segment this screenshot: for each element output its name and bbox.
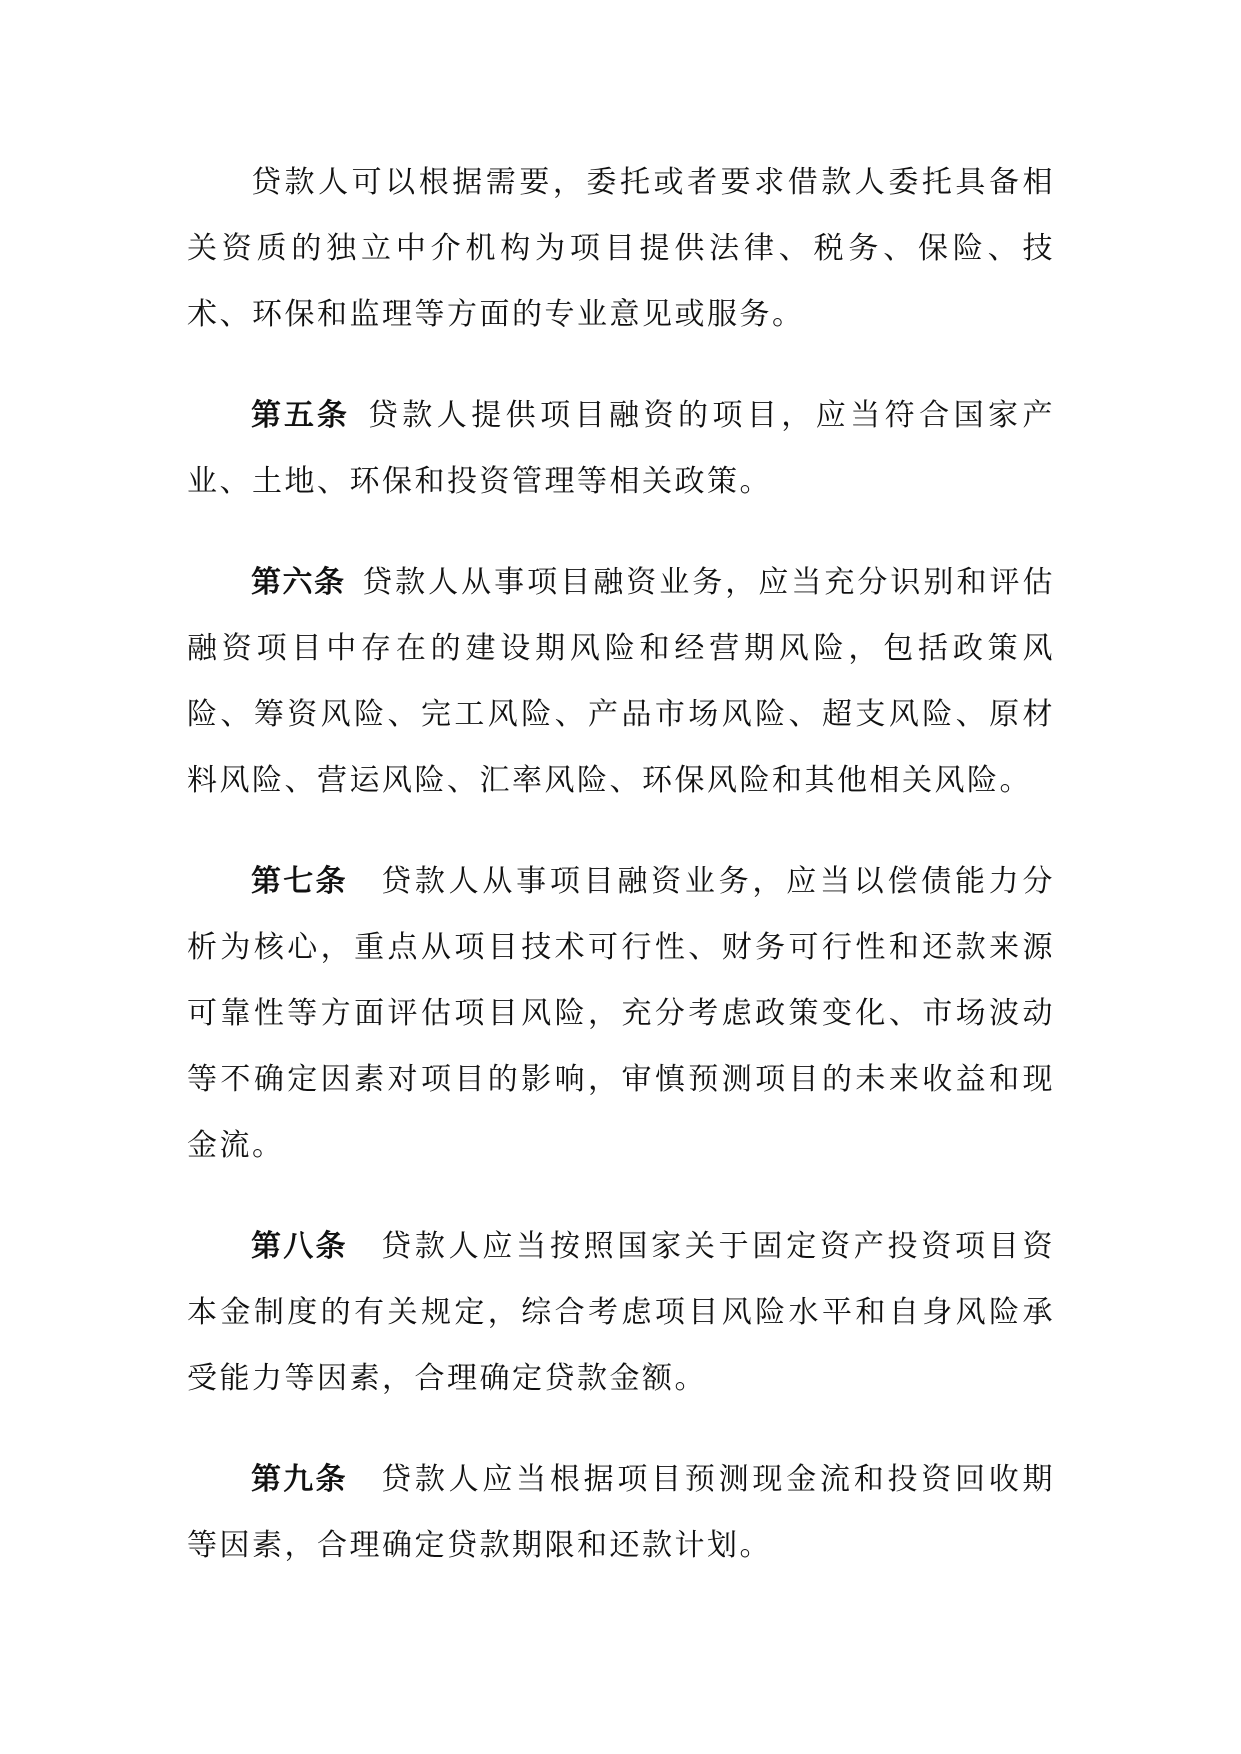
paragraph-text: 贷款人应当按照国家关于固定资产投资项目资本金制度的有关规定，综合考虑项目风险水平和自身风险承受能力等因素，合理确定贷款金额。 <box>187 1229 1056 1396</box>
article-label: 第九条 <box>251 1462 348 1497</box>
paragraph-article-9 <box>187 1447 1055 1579</box>
paragraph-text: 贷款人可以根据需要，委托或者要求借款人委托具备相关资质的独立中介机构为项目提供法律、税务、保险、技术、环保和监理等方面的专业意见或服务。 <box>187 165 1055 332</box>
article-label: 第七条 <box>251 864 348 899</box>
paragraph-text: 贷款人应当根据项目预测现金流和投资回收期等因素，合理确定贷款期限和还款计划。 <box>187 1462 1056 1563</box>
article-label: 第五条 <box>251 398 350 433</box>
paragraph-text: 贷款人从事项目融资业务，应当充分识别和评估融资项目中存在的建设期风险和经营期风险，包括政策风险、筹资风险、完工风险、产品市场风险、超支风险、原材料风险、营运风险、汇率风险、环保风险和其他相关风险。 <box>187 565 1055 798</box>
document-body <box>187 150 1055 1614</box>
paragraph-article-5 <box>187 383 1055 515</box>
article-label: 第八条 <box>251 1229 348 1264</box>
paragraph-article-7 <box>187 849 1055 1179</box>
paragraph-text: 贷款人从事项目融资业务，应当以偿债能力分析为核心，重点从项目技术可行性、财务可行性和还款来源可靠性等方面评估项目风险，充分考虑政策变化、市场波动等不确定因素对项目的影响，审慎预测项目的未来收益和现金流。 <box>187 864 1056 1163</box>
paragraph-article-6 <box>187 550 1055 814</box>
paragraph-text: 贷款人提供项目融资的项目，应当符合国家产业、土地、环保和投资管理等相关政策。 <box>187 398 1056 499</box>
article-label: 第六条 <box>251 565 346 600</box>
paragraph-article-8 <box>187 1214 1055 1412</box>
paragraph-intermediary-services <box>187 150 1055 348</box>
